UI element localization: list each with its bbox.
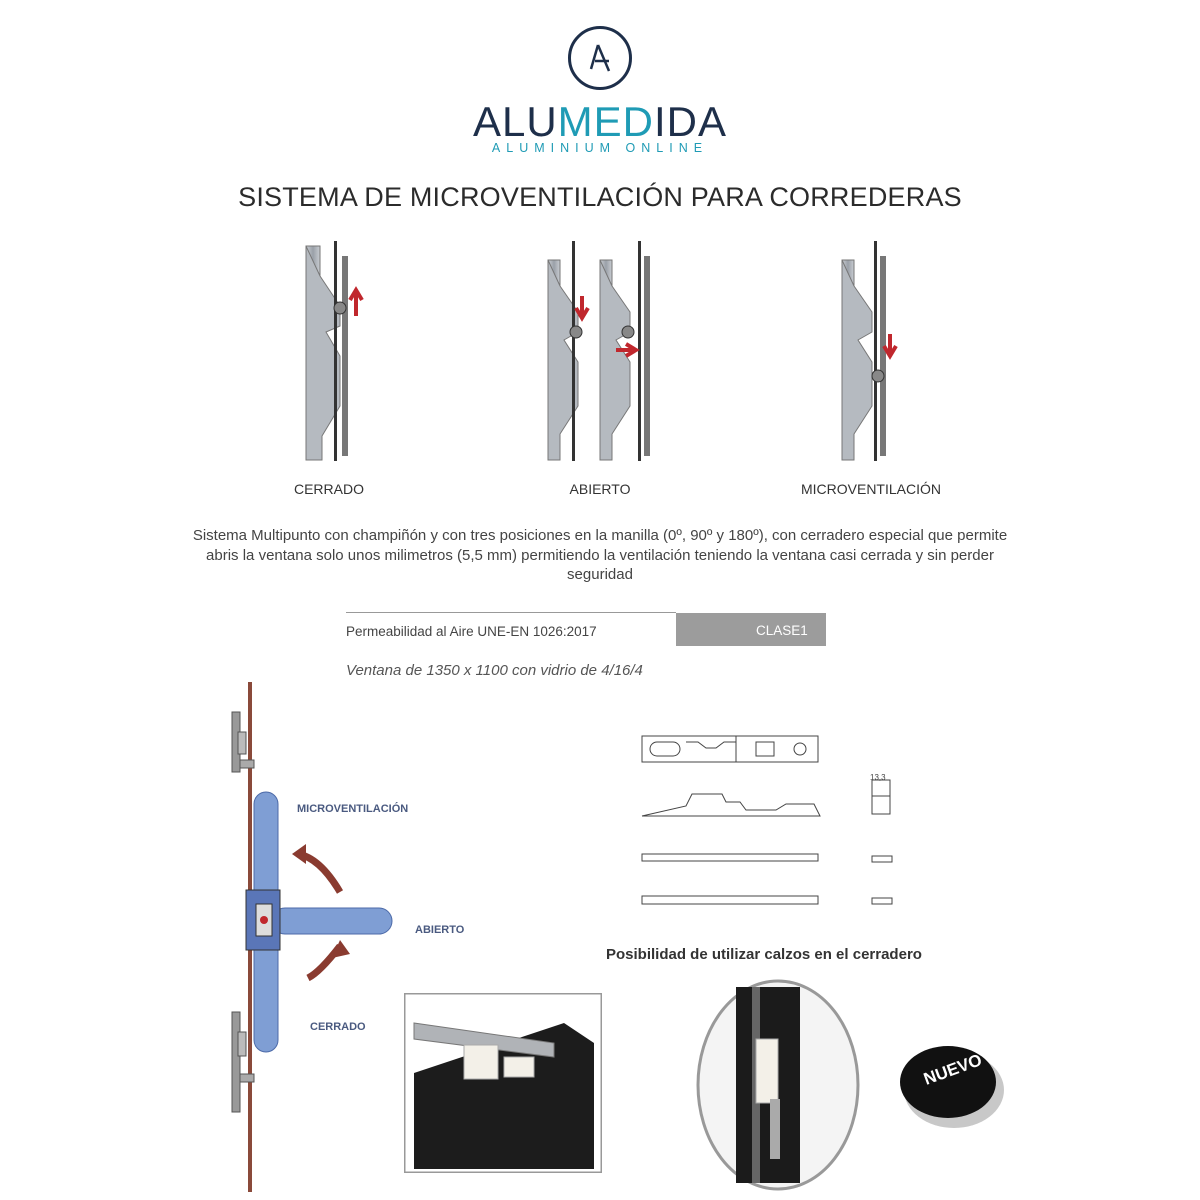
brand-logo-mark (568, 26, 632, 90)
stage-micro-drawing (842, 241, 896, 461)
page-title: SISTEMA DE MICROVENTILACIÓN PARA CORREDERAS (238, 182, 962, 212)
system-description: Sistema Multipunto con champiñón y con tres posiciones en la manilla (0º, 90º y 180º), con cerradero especial que permite abris la ventana solo unos milimetros (5,5 mm) permitiendo la ventilación teniendo la ventana casi cerrada y sin perder seguridad (192, 527, 1008, 583)
handle-label-micro: MICROVENTILACIÓN (297, 803, 409, 815)
handle-positions-diagram (220, 682, 420, 1192)
handle-label-open: ABIERTO (415, 924, 465, 936)
handle-label-closed: CERRADO (310, 1021, 366, 1033)
brand-name-left: ALU (472, 98, 558, 145)
permeability-class: CLASE1 (676, 613, 826, 646)
permeability-label: Permeabilidad al Aire UNE-EN 1026:2017 (346, 612, 676, 645)
nuevo-badge-text: NUEVO (921, 1050, 985, 1089)
stage-open-drawing (548, 241, 650, 461)
stage-label-micro: MICROVENTILACIÓN (800, 481, 941, 497)
calzos-note: Posibilidad de utilizar calzos en el cerradero (606, 946, 922, 963)
logo-a-icon (571, 29, 629, 87)
stage-label-closed: CERRADO (293, 481, 364, 497)
stage-closed-drawing (306, 241, 362, 461)
stage-label-open: ABIERTO (569, 481, 631, 497)
window-note: Ventana de 1350 x 1100 con vidrio de 4/16/4 (346, 662, 643, 679)
keeper-photo-1 (404, 993, 602, 1173)
brand-tagline: ALUMINIUM ONLINE (491, 141, 709, 155)
mechanism-stages-illustration (230, 236, 990, 466)
brand-name-mid: MED (557, 98, 655, 145)
brand-name (400, 98, 800, 146)
brand-name-right: IDA (654, 98, 728, 145)
dimension-label: 13,3 (870, 773, 886, 782)
keeper-technical-drawing (636, 730, 926, 920)
keeper-photo-2 (696, 979, 860, 1191)
